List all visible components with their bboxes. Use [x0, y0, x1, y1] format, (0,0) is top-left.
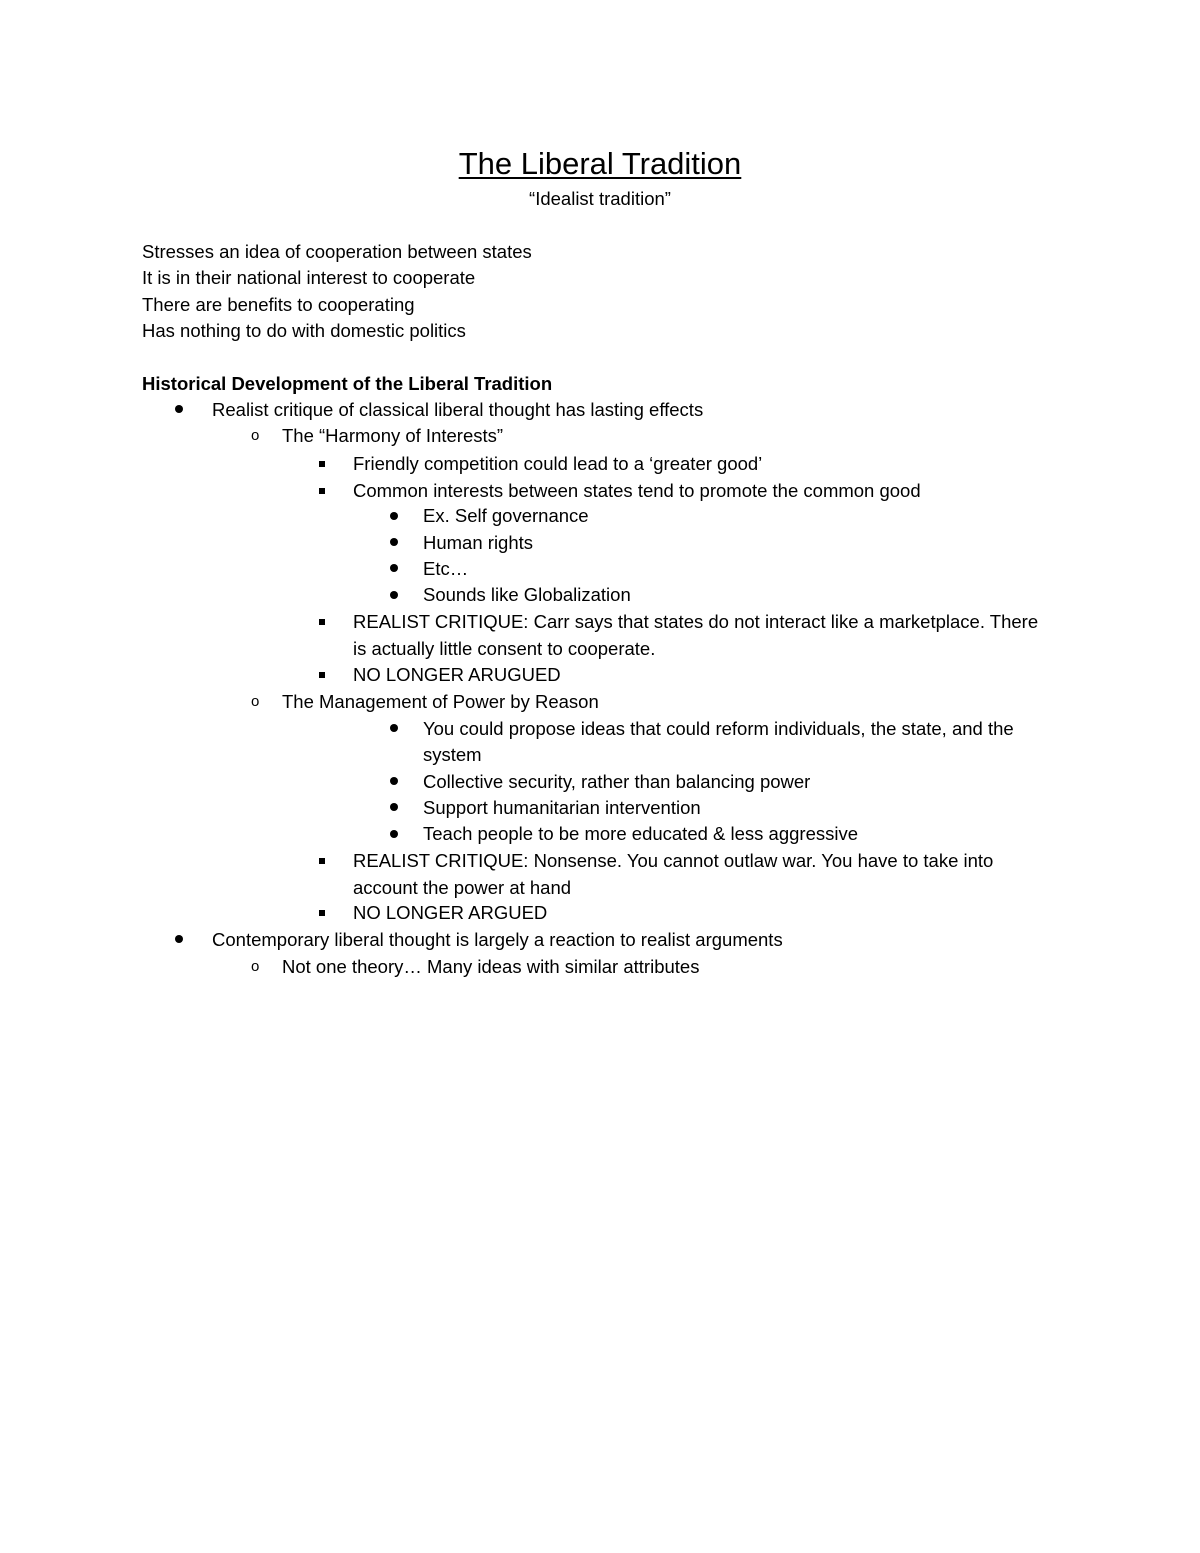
list-item-continuation: account the power at hand: [353, 877, 572, 898]
bullet-circle-icon: o: [251, 693, 260, 710]
bullet-circle-icon: o: [251, 958, 260, 975]
list-item: Contemporary liberal thought is largely a reaction to realist arguments: [212, 929, 783, 950]
list-item: Common interests between states tend to promote the common good: [353, 480, 921, 501]
list-item: Collective security, rather than balancing power: [423, 771, 811, 792]
page-title: The Liberal Tradition: [458, 146, 742, 181]
list-item: Support humanitarian intervention: [423, 797, 701, 818]
list-item: NO LONGER ARGUED: [353, 902, 548, 923]
list-item: Etc…: [423, 558, 469, 579]
intro-line: Stresses an idea of cooperation between states: [142, 241, 532, 262]
bullet-circle-icon: o: [251, 427, 260, 444]
list-item: Ex. Self governance: [423, 505, 589, 526]
intro-line: There are benefits to cooperating: [142, 294, 415, 315]
list-item-continuation: is actually little consent to cooperate.: [353, 638, 656, 659]
list-item: Realist critique of classical liberal thought has lasting effects: [212, 399, 704, 420]
intro-line: It is in their national interest to cooperate: [142, 267, 476, 288]
page-subtitle: “Idealist tradition”: [529, 188, 671, 209]
list-item-continuation: system: [423, 744, 482, 765]
list-item: Sounds like Globalization: [423, 584, 631, 605]
list-item: NO LONGER ARUGUED: [353, 664, 561, 685]
intro-line: Has nothing to do with domestic politics: [142, 320, 466, 341]
list-item: REALIST CRITIQUE: Nonsense. You cannot outlaw war. You have to take into: [353, 850, 994, 871]
list-item: Teach people to be more educated & less aggressive: [423, 823, 859, 844]
list-item: REALIST CRITIQUE: Carr says that states do not interact like a marketplace. There: [353, 611, 1039, 632]
list-item: The “Harmony of Interests”: [282, 425, 504, 446]
list-item: Not one theory… Many ideas with similar attributes: [282, 956, 700, 977]
list-item: Human rights: [423, 532, 534, 553]
list-item: The Management of Power by Reason: [282, 691, 599, 712]
list-item: You could propose ideas that could reform individuals, the state, and the: [423, 718, 1014, 739]
section-heading: Historical Development of the Liberal Tradition: [142, 373, 553, 394]
list-item: Friendly competition could lead to a ‘greater good’: [353, 453, 763, 474]
